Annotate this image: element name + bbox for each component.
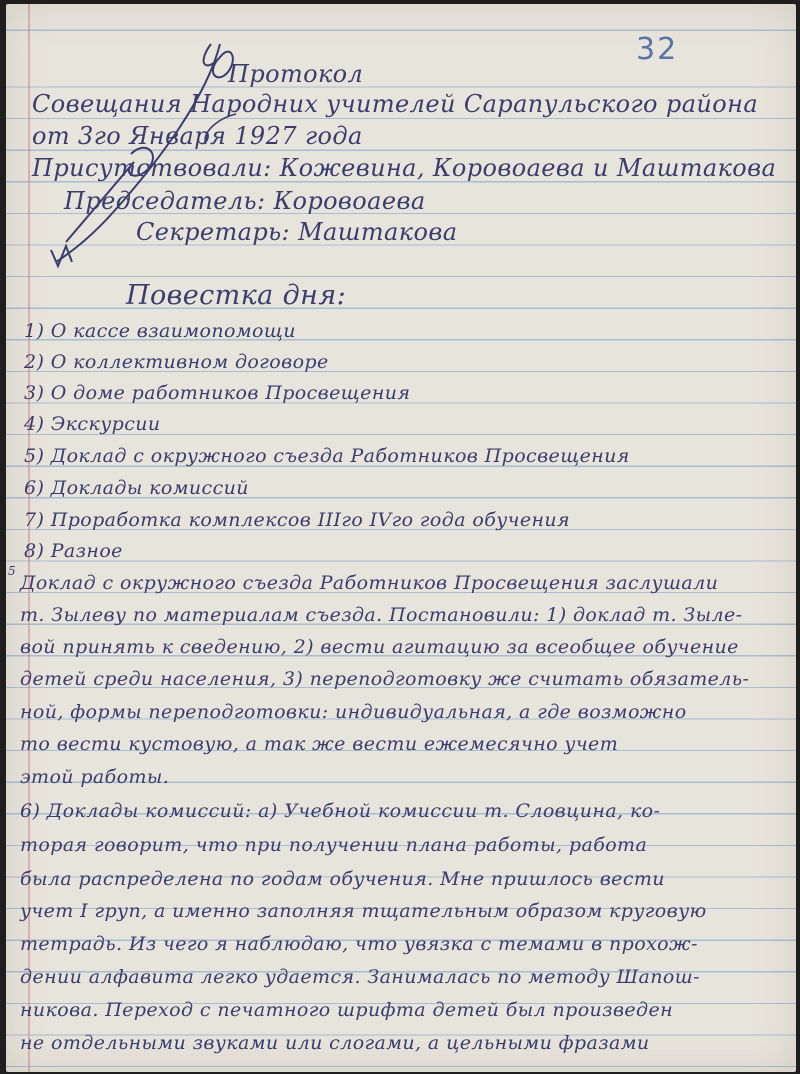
body-line: была распределена по годам обучения. Мне пришлось вести [20,868,665,890]
body-line: учет I груп, а именно заполняя тщательным образом круговую [20,900,707,922]
chairman-line: Председатель: Коровоаева [64,187,426,215]
body-line: 6) Доклады комиссий: а) Учебной комиссии т. Словцина, ко- [20,800,661,822]
document-subtitle: Совещания Народних учителей Сарапульского района [32,90,759,118]
body-line: ной, формы переподготовки: индивидуальная, а где возможно [20,701,687,723]
date-line: от 3го Января 1927 года [32,122,363,150]
body-line: вой принять к сведению, 2) вести агитацию за всеобщее обучение [20,636,739,658]
body-line: торая говорит, что при получении плана работы, работа [20,834,648,856]
body-line: этой работы. [20,766,170,788]
agenda-item: 7) Проработка комплексов IIIго IVго года обучения [24,509,571,531]
agenda-heading: Повестка дня: [126,280,347,311]
margin-mark: 5 [8,564,17,578]
body-line: дении алфавита легко удается. Занималась по методу Шапош- [20,966,700,988]
page-number: 32 [636,32,679,67]
present-line: Присутствовали: Кожевина, Коровоаева и Маштакова [32,154,777,182]
agenda-item: 4) Экскурсии [24,413,161,435]
body-line: детей среди населения, 3) переподготовку же считать обязатель- [20,668,750,690]
body-line: не отдельными звуками или слогами, а цельными фразами [20,1032,650,1054]
body-line: Доклад с окружного съезда Работников Просвещения заслушали [20,572,719,594]
agenda-item: 6) Доклады комиссий [24,477,249,499]
agenda-item: 3) О доме работников Просвещения [24,382,411,404]
body-line: т. Зылеву по материалам съезда. Постановили: 1) доклад т. Зыле- [20,604,743,626]
document-title: Протокол [228,60,364,88]
agenda-item: 5) Доклад с окружного съезда Работников Просвещения [24,445,630,467]
document-page [6,4,796,1072]
body-line: то вести кустовую, а так же вести ежемесячно учет [20,733,619,755]
agenda-item: 1) О кассе взаимопомощи [24,320,296,342]
secretary-line: Секретарь: Маштакова [136,218,458,246]
agenda-item: 2) О коллективном договоре [24,351,329,373]
body-line: тетрадь. Из чего я наблюдаю, что увязка с темами в прохож- [20,933,698,955]
agenda-item: 8) Разное [24,540,123,562]
body-line: никова. Переход с печатного шрифта детей был произведен [20,999,674,1021]
